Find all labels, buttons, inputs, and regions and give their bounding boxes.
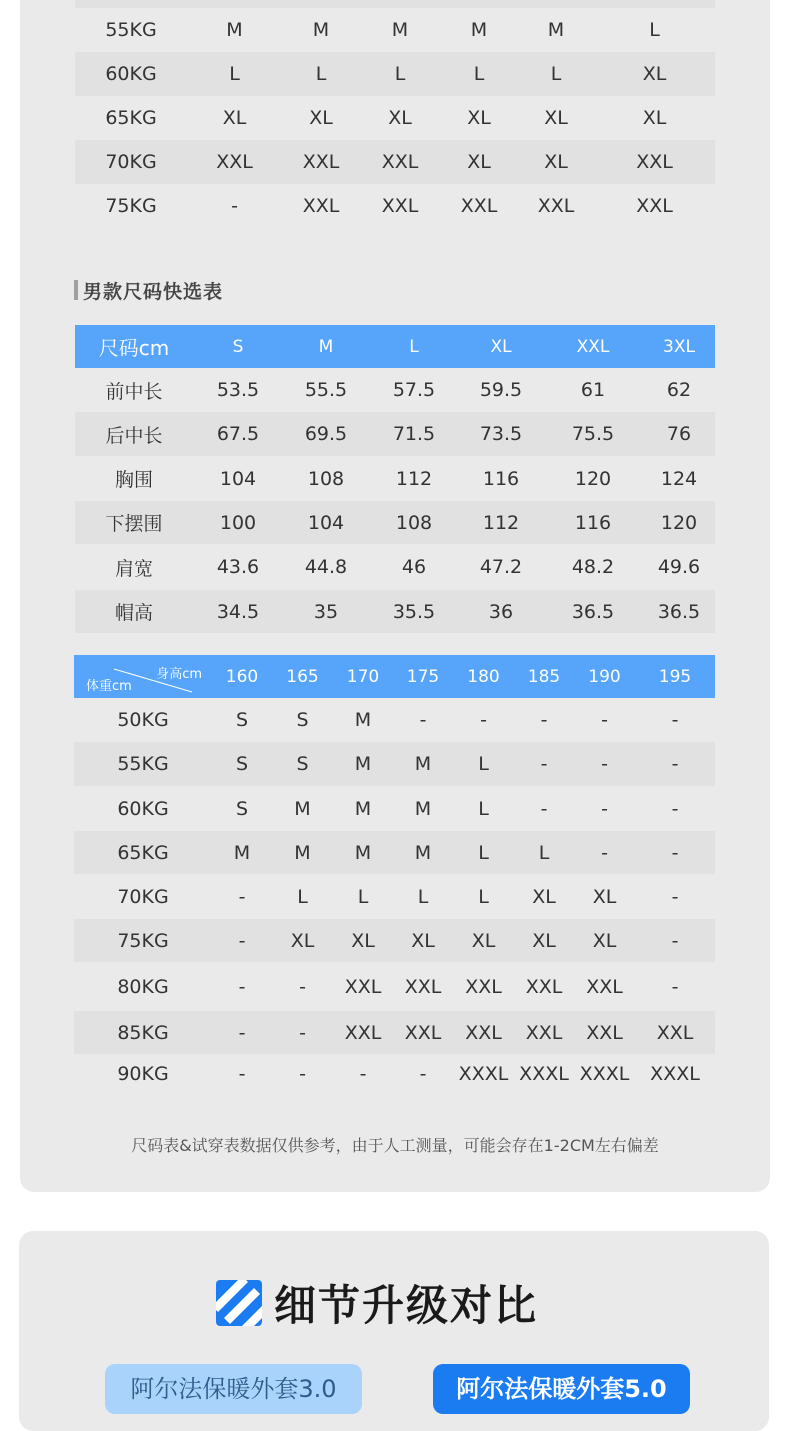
header-label-cell: 尺码cm bbox=[75, 325, 193, 368]
fit-size-cell: M bbox=[212, 831, 272, 874]
measurement-value-cell: 76 bbox=[643, 412, 715, 456]
measurement-value-cell: 62 bbox=[643, 368, 715, 412]
measurement-value-cell: 75.5 bbox=[543, 412, 643, 456]
weight-cell: 90KG bbox=[74, 1054, 212, 1094]
fit-size-cell: - bbox=[212, 1054, 272, 1094]
fit-size-cell: S bbox=[212, 698, 272, 742]
size-disclaimer-note: 尺码表&试穿表数据仅供参考，由于人工测量，可能会存在1-2CM左右偏差 bbox=[131, 1136, 659, 1155]
fit-size-cell: - bbox=[635, 831, 715, 874]
fit-size-cell: - bbox=[635, 962, 715, 1011]
fit-size-cell: L bbox=[333, 874, 393, 919]
weight-cell: 60KG bbox=[74, 786, 212, 831]
fit-size-cell: M bbox=[333, 831, 393, 874]
fit-size-cell: XXL bbox=[453, 1011, 514, 1054]
top-size-table bbox=[75, 0, 715, 228]
men-size-section-title bbox=[74, 278, 223, 302]
fit-size-cell: M bbox=[393, 786, 453, 831]
empty-cell bbox=[360, 0, 440, 8]
fit-size-cell: - bbox=[635, 919, 715, 962]
fit-size-cell: - bbox=[514, 698, 574, 742]
fit-size-cell: XXL bbox=[333, 1011, 393, 1054]
measurement-value-cell: 73.5 bbox=[459, 412, 543, 456]
height-column-header: 195 bbox=[635, 655, 715, 698]
fit-size-cell: XL bbox=[574, 874, 635, 919]
table-row bbox=[75, 544, 715, 590]
fit-size-cell: L bbox=[453, 831, 514, 874]
table-row bbox=[75, 52, 715, 96]
empty-cell bbox=[282, 0, 360, 8]
size-cell: XXL bbox=[360, 184, 440, 228]
measurement-value-cell: 104 bbox=[193, 456, 283, 501]
table-row bbox=[74, 786, 715, 831]
size-cell: XL bbox=[518, 140, 594, 184]
fit-size-cell: L bbox=[453, 786, 514, 831]
fit-size-cell: S bbox=[212, 786, 272, 831]
measurement-value-cell: 57.5 bbox=[369, 368, 459, 412]
fit-size-cell: XXL bbox=[393, 1011, 453, 1054]
size-table-header bbox=[75, 325, 715, 368]
size-cell: M bbox=[282, 8, 360, 52]
fit-size-cell: - bbox=[635, 786, 715, 831]
fit-size-cell: XXXL bbox=[514, 1054, 574, 1094]
table-row bbox=[75, 96, 715, 140]
fit-size-cell: M bbox=[333, 742, 393, 786]
size-cell: M bbox=[360, 8, 440, 52]
fit-size-cell: - bbox=[574, 831, 635, 874]
fit-size-cell: XXL bbox=[514, 962, 574, 1011]
size-cell: XL bbox=[594, 96, 715, 140]
table-row bbox=[74, 698, 715, 742]
size-cell: XXL bbox=[360, 140, 440, 184]
height-column-header: 185 bbox=[514, 655, 574, 698]
height-axis-label: 身高cm bbox=[156, 667, 202, 682]
table-row bbox=[75, 412, 715, 456]
size-cell: XL bbox=[440, 96, 518, 140]
measurement-name-cell: 胸围 bbox=[75, 456, 193, 501]
fit-size-cell: L bbox=[453, 742, 514, 786]
size-cell: XXL bbox=[187, 140, 282, 184]
detail-section-title bbox=[216, 1278, 538, 1328]
fit-size-cell: - bbox=[272, 1054, 333, 1094]
size-cell: XXL bbox=[518, 184, 594, 228]
size-cell: M bbox=[518, 8, 594, 52]
measurement-value-cell: 71.5 bbox=[369, 412, 459, 456]
size-cell: XL bbox=[187, 96, 282, 140]
weight-cell: 70KG bbox=[74, 874, 212, 919]
measurement-value-cell: 67.5 bbox=[193, 412, 283, 456]
size-cell: L bbox=[282, 52, 360, 96]
height-column-header: 180 bbox=[453, 655, 514, 698]
fit-size-cell: S bbox=[212, 742, 272, 786]
table-row bbox=[75, 501, 715, 544]
size-cell: XXL bbox=[282, 140, 360, 184]
fit-size-cell: XXXL bbox=[635, 1054, 715, 1094]
size-column-header: XL bbox=[459, 325, 543, 368]
size-cell: - bbox=[187, 184, 282, 228]
weight-cell: 60KG bbox=[75, 52, 187, 96]
fit-size-cell: - bbox=[514, 786, 574, 831]
measurement-value-cell: 116 bbox=[459, 456, 543, 501]
compare-tab-3[interactable]: 阿尔法保暖外套3.0 bbox=[105, 1364, 362, 1414]
height-weight-fit-table bbox=[74, 655, 715, 1094]
table-row bbox=[74, 874, 715, 919]
measurement-value-cell: 35 bbox=[283, 590, 369, 633]
fit-size-cell: - bbox=[574, 698, 635, 742]
fit-size-cell: L bbox=[393, 874, 453, 919]
weight-cell: 75KG bbox=[75, 184, 187, 228]
table-row bbox=[74, 1054, 715, 1094]
fit-size-cell: XXL bbox=[333, 962, 393, 1011]
measurement-value-cell: 108 bbox=[369, 501, 459, 544]
weight-axis-label: 体重cm bbox=[86, 679, 132, 694]
size-column-header: 3XL bbox=[643, 325, 715, 368]
fit-size-cell: S bbox=[272, 742, 333, 786]
table-row bbox=[74, 831, 715, 874]
fit-size-cell: - bbox=[333, 1054, 393, 1094]
measurement-value-cell: 69.5 bbox=[283, 412, 369, 456]
measurement-name-cell: 前中长 bbox=[75, 368, 193, 412]
fit-size-cell: L bbox=[272, 874, 333, 919]
measurement-value-cell: 36.5 bbox=[543, 590, 643, 633]
measurement-value-cell: 44.8 bbox=[283, 544, 369, 590]
weight-cell: 70KG bbox=[75, 140, 187, 184]
fit-size-cell: L bbox=[514, 831, 574, 874]
measurement-value-cell: 112 bbox=[459, 501, 543, 544]
fit-size-cell: XL bbox=[333, 919, 393, 962]
fit-size-cell: XL bbox=[272, 919, 333, 962]
measurement-value-cell: 59.5 bbox=[459, 368, 543, 412]
fit-table-header bbox=[74, 655, 715, 698]
weight-cell: 65KG bbox=[75, 96, 187, 140]
fit-size-cell: XXL bbox=[635, 1011, 715, 1054]
detail-title-text: 细节升级对比 bbox=[274, 1281, 539, 1330]
fit-size-cell: L bbox=[453, 874, 514, 919]
table-row bbox=[75, 368, 715, 412]
measurement-name-cell: 下摆围 bbox=[75, 501, 193, 544]
fit-size-cell: XL bbox=[453, 919, 514, 962]
size-cell: L bbox=[187, 52, 282, 96]
top-table-partial-row bbox=[75, 0, 715, 8]
measurement-value-cell: 48.2 bbox=[543, 544, 643, 590]
fit-size-cell: - bbox=[635, 742, 715, 786]
fit-size-cell: - bbox=[635, 698, 715, 742]
header-corner-cell bbox=[74, 655, 212, 698]
size-cell: XXL bbox=[594, 184, 715, 228]
size-column-header: L bbox=[369, 325, 459, 368]
measurement-value-cell: 61 bbox=[543, 368, 643, 412]
empty-cell bbox=[75, 0, 187, 8]
fit-size-cell: - bbox=[393, 698, 453, 742]
fit-size-cell: - bbox=[272, 1011, 333, 1054]
measurement-name-cell: 肩宽 bbox=[75, 544, 193, 590]
size-cell: XL bbox=[440, 140, 518, 184]
fit-size-cell: XXL bbox=[453, 962, 514, 1011]
fit-size-cell: XXL bbox=[514, 1011, 574, 1054]
size-cell: XXL bbox=[594, 140, 715, 184]
measurement-name-cell: 后中长 bbox=[75, 412, 193, 456]
measurement-value-cell: 53.5 bbox=[193, 368, 283, 412]
fit-size-cell: XL bbox=[393, 919, 453, 962]
fit-size-cell: XXL bbox=[574, 962, 635, 1011]
fit-size-cell: - bbox=[393, 1054, 453, 1094]
empty-cell bbox=[187, 0, 282, 8]
size-cell: XL bbox=[594, 52, 715, 96]
measurement-value-cell: 120 bbox=[543, 456, 643, 501]
fit-size-cell: XXL bbox=[393, 962, 453, 1011]
measurement-value-cell: 55.5 bbox=[283, 368, 369, 412]
size-cell: M bbox=[187, 8, 282, 52]
size-cell: XL bbox=[518, 96, 594, 140]
size-measurement-table bbox=[75, 325, 715, 633]
weight-cell: 75KG bbox=[74, 919, 212, 962]
table-row bbox=[74, 742, 715, 786]
measurement-value-cell: 36.5 bbox=[643, 590, 715, 633]
fit-size-cell: - bbox=[212, 919, 272, 962]
section-title-text: 男款尺码快选表 bbox=[83, 280, 224, 303]
fit-size-cell: - bbox=[212, 1011, 272, 1054]
measurement-name-cell: 帽高 bbox=[75, 590, 193, 633]
fit-size-cell: M bbox=[272, 831, 333, 874]
compare-tab-5[interactable]: 阿尔法保暖外套5.0 bbox=[433, 1364, 690, 1414]
measurement-value-cell: 47.2 bbox=[459, 544, 543, 590]
size-cell: L bbox=[594, 8, 715, 52]
empty-cell bbox=[518, 0, 594, 8]
title-accent-bar bbox=[74, 280, 78, 300]
fit-size-cell: M bbox=[393, 831, 453, 874]
diagonal-stripes-logo-icon bbox=[216, 1280, 262, 1326]
weight-cell: 50KG bbox=[74, 698, 212, 742]
height-column-header: 170 bbox=[333, 655, 393, 698]
fit-size-cell: - bbox=[212, 962, 272, 1011]
measurement-value-cell: 104 bbox=[283, 501, 369, 544]
measurement-value-cell: 34.5 bbox=[193, 590, 283, 633]
table-row bbox=[75, 456, 715, 501]
measurement-value-cell: 108 bbox=[283, 456, 369, 501]
empty-cell bbox=[594, 0, 715, 8]
height-column-header: 175 bbox=[393, 655, 453, 698]
size-cell: L bbox=[440, 52, 518, 96]
weight-cell: 85KG bbox=[74, 1011, 212, 1054]
size-column-header: XXL bbox=[543, 325, 643, 368]
fit-size-cell: M bbox=[333, 698, 393, 742]
weight-cell: 55KG bbox=[75, 8, 187, 52]
fit-size-cell: - bbox=[574, 742, 635, 786]
height-column-header: 160 bbox=[212, 655, 272, 698]
measurement-value-cell: 124 bbox=[643, 456, 715, 501]
size-column-header: M bbox=[283, 325, 369, 368]
fit-size-cell: - bbox=[453, 698, 514, 742]
size-cell: XL bbox=[360, 96, 440, 140]
size-cell: M bbox=[440, 8, 518, 52]
fit-size-cell: - bbox=[272, 962, 333, 1011]
table-row bbox=[75, 184, 715, 228]
height-column-header: 165 bbox=[272, 655, 333, 698]
fit-size-cell: XXXL bbox=[453, 1054, 514, 1094]
table-row bbox=[74, 919, 715, 962]
size-cell: L bbox=[518, 52, 594, 96]
table-row bbox=[74, 962, 715, 1011]
size-cell: XL bbox=[282, 96, 360, 140]
fit-size-cell: - bbox=[574, 786, 635, 831]
measurement-value-cell: 46 bbox=[369, 544, 459, 590]
fit-size-cell: M bbox=[333, 786, 393, 831]
measurement-value-cell: 112 bbox=[369, 456, 459, 501]
table-row bbox=[75, 8, 715, 52]
measurement-value-cell: 35.5 bbox=[369, 590, 459, 633]
size-cell: L bbox=[360, 52, 440, 96]
measurement-value-cell: 120 bbox=[643, 501, 715, 544]
measurement-value-cell: 36 bbox=[459, 590, 543, 633]
empty-cell bbox=[440, 0, 518, 8]
measurement-value-cell: 43.6 bbox=[193, 544, 283, 590]
fit-size-cell: XXL bbox=[574, 1011, 635, 1054]
table-row bbox=[75, 590, 715, 633]
size-column-header: S bbox=[193, 325, 283, 368]
fit-size-cell: M bbox=[272, 786, 333, 831]
fit-size-cell: XXXL bbox=[574, 1054, 635, 1094]
fit-size-cell: XL bbox=[574, 919, 635, 962]
fit-size-cell: - bbox=[514, 742, 574, 786]
fit-size-cell: S bbox=[272, 698, 333, 742]
table-row bbox=[74, 1011, 715, 1054]
fit-size-cell: XL bbox=[514, 874, 574, 919]
weight-cell: 65KG bbox=[74, 831, 212, 874]
table-row bbox=[75, 140, 715, 184]
weight-cell: 55KG bbox=[74, 742, 212, 786]
measurement-value-cell: 100 bbox=[193, 501, 283, 544]
measurement-value-cell: 116 bbox=[543, 501, 643, 544]
fit-size-cell: - bbox=[635, 874, 715, 919]
size-cell: XXL bbox=[440, 184, 518, 228]
fit-size-cell: - bbox=[212, 874, 272, 919]
height-column-header: 190 bbox=[574, 655, 635, 698]
weight-cell: 80KG bbox=[74, 962, 212, 1011]
fit-size-cell: M bbox=[393, 742, 453, 786]
size-cell: XXL bbox=[282, 184, 360, 228]
measurement-value-cell: 49.6 bbox=[643, 544, 715, 590]
fit-size-cell: XL bbox=[514, 919, 574, 962]
